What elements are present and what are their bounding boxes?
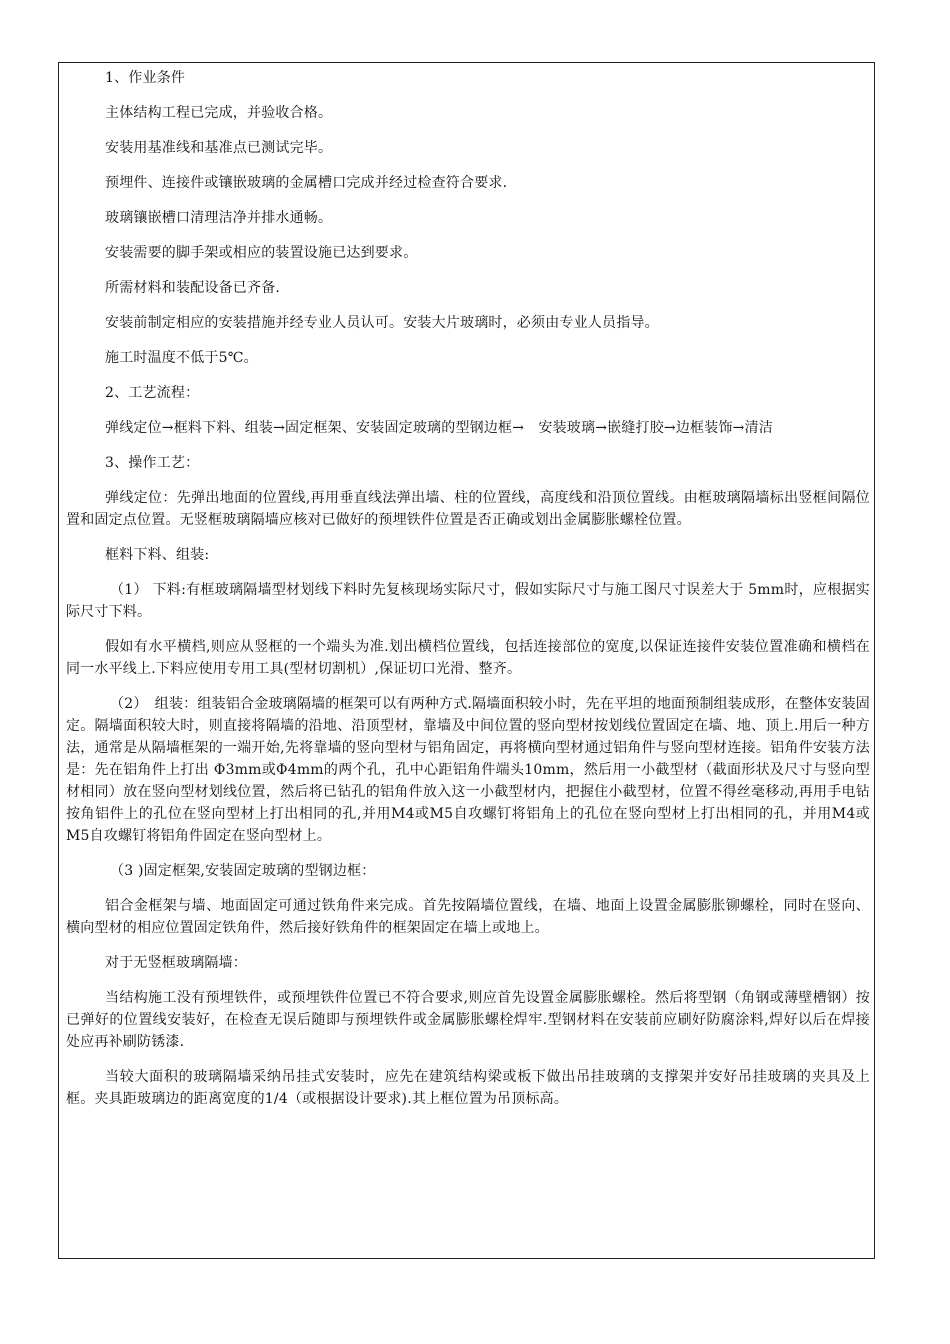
paragraph: 假如有水平横档,则应从竖框的一个端头为准.划出横档位置线，包括连接部位的宽度,以保证连接件安装位置准确和横档在同一水平线上.下料应使用专用工具(型材切割机）,保证切口光滑、整齐。 [66, 639, 870, 677]
paragraph: 预埋件、连接件或镶嵌玻璃的金属槽口完成并经过检查符合要求. [105, 175, 508, 191]
paragraph: 安装用基准线和基准点已测试完毕。 [105, 140, 333, 156]
section-heading-operation: 3、操作工艺： [105, 455, 200, 471]
paragraph: 铝合金框架与墙、地面固定可通过铁角件来完成。首先按隔墙位置线，在墙、地面上设置金属膨胀铆螺栓，同时在竖向、横向型材的相应位置固定铁角件，然后接好铁角件的框架固定在墙上或地上。 [66, 898, 870, 936]
paragraph: 弹线定位→框料下料、组装→固定框架、安装固定玻璃的型钢边框→ 安装玻璃→嵌缝打胶→边框装饰→清洁 [105, 420, 773, 436]
paragraph: 当结构施工没有预埋铁件，或预埋铁件位置已不符合要求,则应首先设置金属膨胀螺栓。然后将型钢（角钢或薄壁槽钢）按已弹好的位置线安装好，在检查无误后随即与预埋铁件或金属膨胀螺栓焊牢.型钢材料在安装前应刷好防腐涂料,焊好以后在焊接处应再补刷防锈漆. [66, 990, 870, 1050]
paragraph: （3 )固定框架,安装固定玻璃的型钢边框： [110, 863, 376, 879]
document-body [66, 62, 870, 1123]
paragraph: 施工时温度不低于5℃。 [105, 350, 258, 366]
paragraph: （1） 下料:有框玻璃隔墙型材划线下料时先复核现场实际尺寸，假如实际尺寸与施工图尺寸误差大于 5mm时，应根据实际尺寸下料。 [66, 582, 870, 620]
paragraph: （2） 组装：组装铝合金玻璃隔墙的框架可以有两种方式.隔墙面积较小时，先在平坦的地面预制组装成形，在整体安装固定。隔墙面积较大时，则直接将隔墙的沿地、沿顶型材，靠墙及中间位置的竖向型材按划线位置固定在墙、地、顶上.用后一种方法，通常是从隔墙框架的一端开始,先将靠墙的竖向型材与铝角固定，再将横向型材通过铝角件与竖向型材连接。铝角件安装方法是：先在铝角件上打出 Φ3mm或Φ4mm的两个孔，孔中心距铝角件端头10mm，然后用一小截型材（截面形状及尺寸与竖向型材相同）放在竖向型材划线位置，然后将已钻孔的铝角件放入这一小截型材内，把握住小截型材，位置不得丝毫移动,再用手电钻按角铝件上的孔位在竖向型材上打出相同的孔,并用M4或M5自攻螺钉将铝角上的孔位在竖向型材上打出相同的孔，并用M4或M5自攻螺钉将铝角件固定在竖向型材上。 [66, 696, 870, 844]
paragraph: 弹线定位：先弹出地面的位置线,再用垂直线法弹出墙、柱的位置线，高度线和沿顶位置线。由框玻璃隔墙标出竖框间隔位置和固定点位置。无竖框玻璃隔墙应核对已做好的预埋铁件位置是否正确或划出金属膨胀螺栓位置。 [66, 490, 870, 528]
paragraph: 玻璃镶嵌槽口清理洁净并排水通畅。 [105, 210, 333, 226]
paragraph: 安装前制定相应的安装措施并经专业人员认可。安装大片玻璃时，必须由专业人员指导。 [105, 315, 659, 331]
section-heading-work-conditions: 1、作业条件 [105, 70, 186, 86]
paragraph: 安装需要的脚手架或相应的装置设施已达到要求。 [105, 245, 418, 261]
paragraph: 所需材料和装配设备已齐备. [105, 280, 281, 296]
paragraph: 主体结构工程已完成，并验收合格。 [105, 105, 333, 121]
paragraph: 当较大面积的玻璃隔墙采纳吊挂式安装时，应先在建筑结构梁或板下做出吊挂玻璃的支撑架并安好吊挂玻璃的夹具及上框。夹具距玻璃边的距离宽度的1/4（或根据设计要求).其上框位置为吊顶标高。 [66, 1069, 870, 1107]
paragraph: 框料下料、组装: [105, 547, 210, 563]
paragraph: 对于无竖框玻璃隔墙： [105, 955, 247, 971]
section-heading-process-flow: 2、工艺流程： [105, 385, 200, 401]
